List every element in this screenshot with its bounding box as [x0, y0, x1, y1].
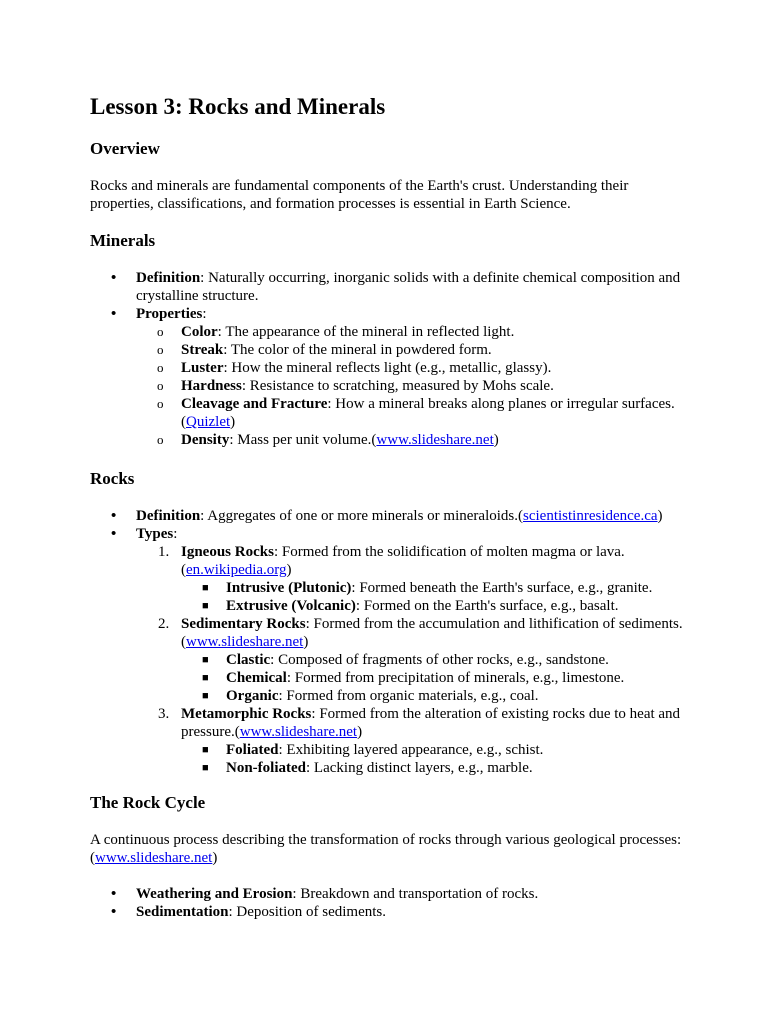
source-link[interactable]: www.slideshare.net	[95, 850, 213, 866]
list-item	[90, 269, 690, 305]
list-item: o Density: Mass per unit volume.(www.slideshare.net)	[157, 432, 499, 448]
term-text: : Formed on the Earth's surface, e.g., basalt.	[355, 598, 619, 614]
bullet-disc-icon: •	[111, 269, 117, 286]
bullet-square-icon: ■	[202, 600, 209, 612]
term-text: : Aggregates of one or more minerals or mineraloids.(	[200, 508, 523, 524]
list-item	[90, 741, 690, 759]
term: Density	[181, 432, 230, 448]
bullet-disc-icon: •	[111, 903, 117, 920]
list-item	[90, 669, 690, 687]
rocks-heading: Rocks	[90, 469, 135, 488]
term-text: : Formed from the solidification of molten magma or lava. (	[181, 544, 625, 578]
list-item: • Definition: Aggregates of one or more minerals or mineraloids.(scientistinresidence.ca)	[111, 507, 663, 524]
term-text: : Lacking distinct layers, e.g., marble.	[306, 760, 533, 776]
rock-cycle-list	[90, 885, 690, 921]
term: Cleavage and Fracture	[181, 396, 328, 412]
list-item	[90, 597, 690, 615]
term-text: : Breakdown and transportation of rocks.	[292, 886, 539, 902]
bullet-circle-icon: o	[157, 324, 164, 339]
list-item	[90, 377, 690, 395]
term: Luster	[181, 360, 224, 376]
list-item: • Properties:	[111, 305, 207, 322]
rock-cycle-paragraph: A continuous process describing the transformation of rocks through various geological processes:(www.slideshare.net)	[90, 832, 682, 866]
list-item	[90, 341, 690, 359]
list-item	[90, 323, 690, 341]
term-text: : Formed beneath the Earth's surface, e.g., granite.	[351, 580, 653, 596]
bullet-disc-icon: •	[111, 885, 117, 902]
list-number: 3.	[158, 706, 170, 722]
term: Definition	[136, 270, 201, 286]
term: Extrusive (Volcanic)	[226, 598, 356, 614]
overview-paragraph: Rocks and minerals are fundamental components of the Earth's crust. Understanding their properties, classifications, and formation processes is essential in Earth Science.	[90, 178, 629, 212]
list-item	[90, 885, 690, 903]
term-text: : Composed of fragments of other rocks, e.g., sandstone.	[270, 652, 609, 668]
bullet-circle-icon: o	[157, 378, 164, 393]
term-text: : Exhibiting layered appearance, e.g., schist.	[278, 742, 544, 758]
source-link[interactable]: en.wikipedia.org	[186, 562, 287, 578]
list-item: 3. Metamorphic Rocks: Formed from the alteration of existing rocks due to heat and pressure.(www.slideshare.net)	[158, 706, 681, 740]
list-item: • Types:	[111, 525, 178, 542]
term-text: : The color of the mineral in powdered form.	[223, 342, 492, 358]
term-text: : Formed from the accumulation and lithification of sediments.(	[181, 616, 683, 650]
rock-cycle-heading: The Rock Cycle	[90, 793, 206, 812]
list-number: 2.	[158, 616, 170, 632]
term-text: : Mass per unit volume.(	[229, 432, 377, 448]
term: Types	[136, 526, 174, 542]
source-link[interactable]: Quizlet	[186, 414, 231, 430]
term: Chemical	[226, 670, 287, 686]
term: Metamorphic Rocks	[181, 706, 312, 722]
bullet-square-icon: ■	[202, 672, 209, 684]
term: Properties	[136, 306, 203, 322]
term: Non-foliated	[226, 760, 306, 776]
term: Organic	[226, 688, 279, 704]
term-text: : The appearance of the mineral in reflected light.	[217, 324, 515, 340]
source-link[interactable]: www.slideshare.net	[186, 634, 304, 650]
term: Foliated	[226, 742, 279, 758]
list-item	[90, 651, 690, 669]
term: Sedimentation	[136, 904, 229, 920]
bullet-square-icon: ■	[202, 744, 209, 756]
bullet-circle-icon: o	[157, 432, 164, 447]
minerals-list	[90, 269, 690, 449]
term: Color	[181, 324, 218, 340]
term: Intrusive (Plutonic)	[226, 580, 352, 596]
term-text: : Naturally occurring, inorganic solids with a definite chemical composition and crystalline structure.	[136, 270, 681, 304]
term-text: : Formed from the alteration of existing rocks due to heat and pressure.(	[181, 706, 681, 740]
bullet-square-icon: ■	[202, 690, 209, 702]
source-link[interactable]: scientistinresidence.ca	[523, 508, 658, 524]
rocks-list	[90, 507, 690, 777]
term-text: : Formed from organic materials, e.g., coal.	[278, 688, 539, 704]
term-text: : How a mineral breaks along planes or irregular surfaces. (	[181, 396, 675, 430]
list-item	[90, 687, 690, 705]
bullet-disc-icon: •	[111, 305, 117, 322]
minerals-heading: Minerals	[90, 231, 156, 250]
term: Igneous Rocks	[181, 544, 274, 560]
term-text: : Resistance to scratching, measured by Mohs scale.	[241, 378, 554, 394]
list-item: 2. Sedimentary Rocks: Formed from the accumulation and lithification of sediments.(www.slideshare.net)	[158, 616, 683, 650]
page-title: Lesson 3: Rocks and Minerals	[90, 94, 386, 119]
term: Clastic	[226, 652, 271, 668]
term: Weathering and Erosion	[136, 886, 293, 902]
bullet-square-icon: ■	[202, 762, 209, 774]
source-link[interactable]: www.slideshare.net	[239, 724, 358, 740]
list-item	[90, 903, 690, 921]
term-text: : How the mineral reflects light (e.g., metallic, glassy).	[223, 360, 552, 376]
bullet-square-icon: ■	[202, 582, 209, 594]
bullet-circle-icon: o	[157, 396, 164, 411]
bullet-disc-icon: •	[111, 507, 117, 524]
list-number: 1.	[158, 544, 170, 560]
bullet-disc-icon: •	[111, 525, 117, 542]
list-item	[90, 579, 690, 597]
list-item: 1. Igneous Rocks: Formed from the solidification of molten magma or lava. (en.wikipedia.org)	[158, 544, 625, 578]
list-item: o Cleavage and Fracture: How a mineral breaks along planes or irregular surfaces. (Quizlet)	[157, 396, 675, 430]
bullet-circle-icon: o	[157, 342, 164, 357]
bullet-circle-icon: o	[157, 360, 164, 375]
term-text: : Deposition of sediments.	[228, 904, 387, 920]
term-text: : Formed from precipitation of minerals, e.g., limestone.	[286, 670, 625, 686]
term: Definition	[136, 508, 201, 524]
list-item	[90, 359, 690, 377]
term: Streak	[181, 342, 224, 358]
source-link[interactable]: www.slideshare.net	[376, 432, 494, 448]
overview-heading: Overview	[90, 139, 160, 158]
term: Hardness	[181, 378, 242, 394]
list-item	[90, 759, 690, 777]
term: Sedimentary Rocks	[181, 616, 306, 632]
bullet-square-icon: ■	[202, 654, 209, 666]
